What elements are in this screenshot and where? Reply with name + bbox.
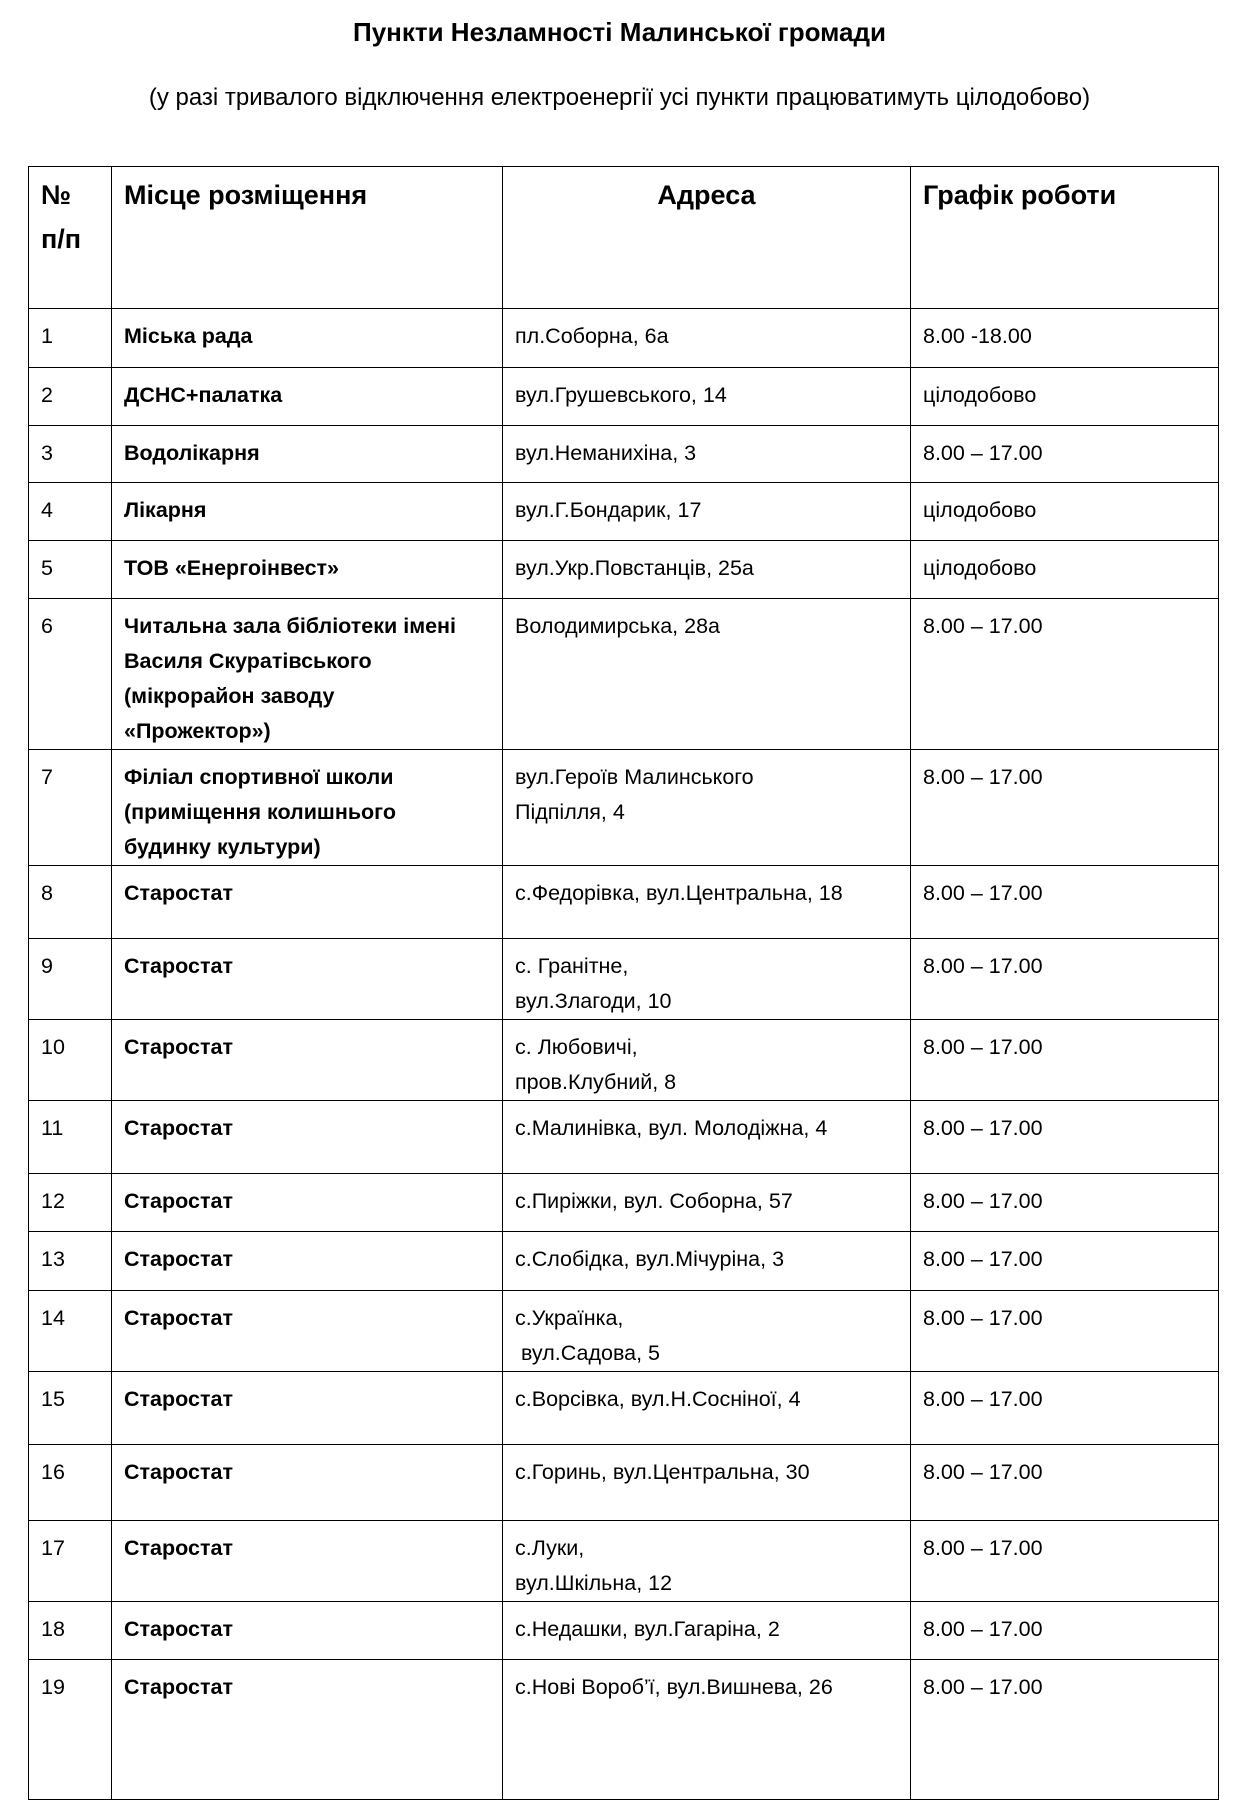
address-line: вул.Злагоди, 10	[515, 989, 672, 1013]
row-address	[503, 1372, 911, 1445]
place-line: Водолікарня	[124, 441, 260, 465]
address-line: вул.Героїв Малинського	[515, 765, 754, 789]
row-schedule: 8.00 – 17.00	[911, 1372, 1219, 1445]
row-address	[503, 599, 911, 750]
place-line: Старостат	[124, 1387, 233, 1411]
row-schedule: цілодобово	[911, 483, 1219, 541]
row-place	[112, 1174, 503, 1232]
table-body	[29, 309, 1219, 1800]
row-place	[112, 541, 503, 599]
row-schedule: 8.00 -18.00	[911, 309, 1219, 368]
row-address	[503, 483, 911, 541]
row-schedule: 8.00 – 17.00	[911, 1445, 1219, 1521]
address-line: с.Недашки, вул.Гагаріна, 2	[515, 1617, 780, 1641]
place-line: Філіал спортивної школи	[124, 765, 394, 789]
header-address: Адреса	[503, 167, 911, 309]
row-place	[112, 1020, 503, 1101]
row-number: 8	[29, 866, 112, 939]
place-line: Старостат	[124, 1675, 233, 1699]
address-line: с.Луки,	[515, 1536, 585, 1560]
place-line: будинку культури)	[124, 835, 321, 859]
row-number: 7	[29, 750, 112, 866]
row-address	[503, 426, 911, 483]
address-line: вул.Шкільна, 12	[515, 1571, 673, 1595]
row-schedule: 8.00 – 17.00	[911, 1291, 1219, 1372]
header-number-line: №	[41, 180, 72, 210]
table-row	[29, 939, 1219, 1020]
row-schedule: 8.00 – 17.00	[911, 1101, 1219, 1174]
row-address	[503, 541, 911, 599]
row-schedule: 8.00 – 17.00	[911, 1232, 1219, 1291]
table-row	[29, 426, 1219, 483]
address-line: пров.Клубний, 8	[515, 1070, 677, 1094]
row-address	[503, 866, 911, 939]
row-number: 11	[29, 1101, 112, 1174]
address-line: с.Малинівка, вул. Молодіжна, 4	[515, 1116, 828, 1140]
row-place	[112, 1660, 503, 1800]
row-number: 14	[29, 1291, 112, 1372]
row-place	[112, 1521, 503, 1602]
table-row	[29, 1521, 1219, 1602]
address-line: вул.Укр.Повстанців, 25а	[515, 556, 754, 580]
page-subtitle: (у разі тривалого відключення електроенергії усі пункти працюватимуть цілодобово)	[148, 84, 1091, 111]
address-line: вул.Г.Бондарик, 17	[515, 498, 702, 522]
row-place	[112, 599, 503, 750]
row-number: 17	[29, 1521, 112, 1602]
address-line: с.Ворсівка, вул.Н.Сосніної, 4	[515, 1387, 801, 1411]
row-address	[503, 1602, 911, 1660]
row-place	[112, 750, 503, 866]
row-schedule: 8.00 – 17.00	[911, 939, 1219, 1020]
table-header-row	[29, 167, 1219, 309]
row-address	[503, 309, 911, 368]
place-line: Старостат	[124, 881, 233, 905]
row-address	[503, 1174, 911, 1232]
row-place	[112, 483, 503, 541]
row-address	[503, 939, 911, 1020]
table-row	[29, 483, 1219, 541]
row-schedule: 8.00 – 17.00	[911, 1660, 1219, 1800]
place-line: Василя Скуратівського	[124, 649, 372, 673]
row-place	[112, 309, 503, 368]
row-schedule: цілодобово	[911, 368, 1219, 426]
place-line: Міська рада	[124, 324, 253, 348]
row-number: 9	[29, 939, 112, 1020]
table-row	[29, 1445, 1219, 1521]
row-schedule: 8.00 – 17.00	[911, 866, 1219, 939]
row-number: 6	[29, 599, 112, 750]
row-address	[503, 1020, 911, 1101]
row-address	[503, 1660, 911, 1800]
row-schedule: 8.00 – 17.00	[911, 426, 1219, 483]
header-number-line: п/п	[41, 224, 82, 254]
address-line: с.Слобідка, вул.Мічуріна, 3	[515, 1247, 785, 1271]
place-line: Читальна зала бібліотеки імені	[124, 614, 457, 638]
row-number: 4	[29, 483, 112, 541]
row-schedule: 8.00 – 17.00	[911, 1521, 1219, 1602]
table-row	[29, 368, 1219, 426]
table-row	[29, 1291, 1219, 1372]
address-line: с. Любовичі,	[515, 1035, 638, 1059]
table-row	[29, 750, 1219, 866]
place-line: (приміщення колишнього	[124, 800, 396, 824]
address-line: пл.Соборна, 6а	[515, 324, 669, 348]
address-line: Володимирська, 28а	[515, 614, 721, 638]
table-row	[29, 1174, 1219, 1232]
place-line: Старостат	[124, 1460, 233, 1484]
points-table	[28, 166, 1219, 1800]
row-place	[112, 1445, 503, 1521]
table-row	[29, 541, 1219, 599]
row-number: 12	[29, 1174, 112, 1232]
row-place	[112, 368, 503, 426]
row-address	[503, 750, 911, 866]
address-line: с.Українка,	[515, 1306, 624, 1330]
row-place	[112, 939, 503, 1020]
row-number: 2	[29, 368, 112, 426]
row-address	[503, 1101, 911, 1174]
row-place	[112, 866, 503, 939]
row-number: 18	[29, 1602, 112, 1660]
table-row	[29, 1602, 1219, 1660]
place-line: ТОВ «Енергоінвест»	[124, 556, 340, 580]
header-place: Місце розміщення	[112, 167, 503, 309]
address-line: с.Горинь, вул.Центральна, 30	[515, 1460, 810, 1484]
place-line: Старостат	[124, 1306, 233, 1330]
address-line: с.Нові Вороб’ї, вул.Вишнева, 26	[515, 1675, 833, 1699]
page-title: Пункти Незламності Малинської громади	[353, 17, 886, 47]
row-number: 16	[29, 1445, 112, 1521]
place-line: Старостат	[124, 1247, 233, 1271]
row-place	[112, 426, 503, 483]
address-line: с.Пиріжки, вул. Соборна, 57	[515, 1189, 793, 1213]
row-number: 13	[29, 1232, 112, 1291]
place-line: Старостат	[124, 1116, 233, 1140]
header-schedule: Графік роботи	[911, 167, 1219, 309]
table-row	[29, 1232, 1219, 1291]
row-place	[112, 1291, 503, 1372]
row-address	[503, 1291, 911, 1372]
row-number: 3	[29, 426, 112, 483]
row-schedule: 8.00 – 17.00	[911, 750, 1219, 866]
address-line: вул.Грушевського, 14	[515, 383, 727, 407]
table-row	[29, 1372, 1219, 1445]
address-line: с. Гранітне,	[515, 954, 629, 978]
address-line: Підпілля, 4	[515, 800, 625, 824]
row-schedule: 8.00 – 17.00	[911, 1174, 1219, 1232]
table-row	[29, 1660, 1219, 1800]
place-line: Старостат	[124, 954, 233, 978]
row-address	[503, 1521, 911, 1602]
row-address	[503, 1445, 911, 1521]
row-schedule: цілодобово	[911, 541, 1219, 599]
row-place	[112, 1232, 503, 1291]
table-row	[29, 309, 1219, 368]
place-line: Старостат	[124, 1035, 233, 1059]
row-schedule: 8.00 – 17.00	[911, 1602, 1219, 1660]
place-line: (мікрорайон заводу	[124, 684, 335, 708]
place-line: Старостат	[124, 1617, 233, 1641]
place-line: Старостат	[124, 1189, 233, 1213]
row-address	[503, 1232, 911, 1291]
row-address	[503, 368, 911, 426]
row-number: 15	[29, 1372, 112, 1445]
row-schedule: 8.00 – 17.00	[911, 599, 1219, 750]
row-number: 5	[29, 541, 112, 599]
row-number: 10	[29, 1020, 112, 1101]
row-place	[112, 1602, 503, 1660]
row-place	[112, 1101, 503, 1174]
row-place	[112, 1372, 503, 1445]
row-schedule: 8.00 – 17.00	[911, 1020, 1219, 1101]
address-line: вул.Неманихіна, 3	[515, 441, 697, 465]
place-line: Лікарня	[124, 498, 207, 522]
table-row	[29, 866, 1219, 939]
row-number: 1	[29, 309, 112, 368]
row-number: 19	[29, 1660, 112, 1800]
place-line: Старостат	[124, 1536, 233, 1560]
table-row	[29, 1020, 1219, 1101]
place-line: ДСНС+палатка	[124, 383, 283, 407]
header-number	[29, 167, 112, 309]
place-line: «Прожектор»)	[124, 719, 271, 743]
address-line: с.Федорівка, вул.Центральна, 18	[515, 881, 843, 905]
address-line: вул.Садова, 5	[515, 1341, 660, 1365]
table-row	[29, 1101, 1219, 1174]
table-row	[29, 599, 1219, 750]
